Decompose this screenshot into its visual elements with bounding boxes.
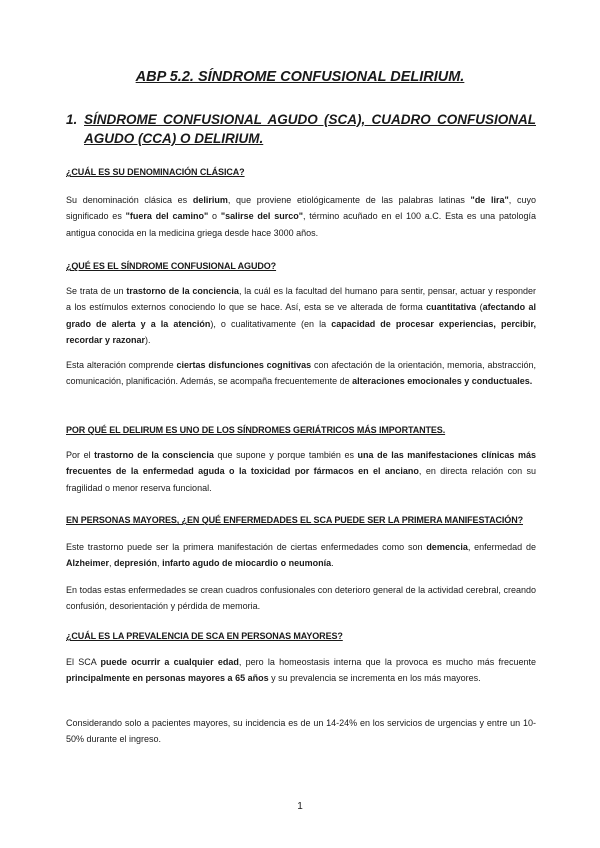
subheading-enfermedades: EN PERSONAS MAYORES, ¿EN QUÉ ENFERMEDADES EL SCA PUEDE SER LA PRIMERA MANIFESTACIÓN? bbox=[66, 515, 523, 525]
document-title: ABP 5.2. SÍNDROME CONFUSIONAL DELIRIUM. bbox=[135, 69, 465, 85]
section-title: SÍNDROME CONFUSIONAL AGUDO (SCA), CUADRO CONFUSIONAL AGUDO (CCA) O DELIRIUM. bbox=[84, 112, 536, 146]
paragraph-prevalencia: El SCA puede ocurrir a cualquier edad, pero la homeostasis interna que la provoca es mucho más frecuente principalmente en personas mayores a 65 años y su prevalencia se incrementa en los más mayores. bbox=[66, 657, 537, 684]
paragraph-alteracion: Esta alteración comprende ciertas disfunciones cognitivas con afectación de la orientación, memoria, abstracción, comunicación, planificación. Además, se acompaña frecuentemente de alteraciones emocionales y conductuales. bbox=[66, 360, 537, 387]
section-number: 1. bbox=[66, 112, 78, 127]
paragraph-enfermedades: Este trastorno puede ser la primera manifestación de ciertas enfermedades como son demencia, enfermedad de Alzheimer, depresión, infarto agudo de miocardio o neumonía. bbox=[66, 542, 536, 569]
paragraph-definicion: Se trata de un trastorno de la conciencia, la cuál es la facultad del humano para sentir, pensar, actuar y responder a los estímulos externos conociendo lo que se hace. Así, esta se ve alterada de forma cuantitativa (afectando al grado de alerta y a la atención), o cualitativamente (en la capacidad de procesar experiencias, percibir, recordar y razonar). bbox=[66, 286, 537, 345]
page-number: 1 bbox=[297, 801, 303, 812]
subheading-prevalencia: ¿CUÁL ES LA PREVALENCIA DE SCA EN PERSONAS MAYORES? bbox=[66, 631, 343, 641]
subheading-que-es: ¿QUÉ ES EL SÍNDROME CONFUSIONAL AGUDO? bbox=[66, 261, 277, 271]
paragraph-importancia: Por el trastorno de la consciencia que supone y porque también es una de las manifestaciones clínicas más frecuentes de la enfermedad aguda o la toxicidad por fármacos en el anciano, en directa relación con su fragilidad o menor reserva funcional. bbox=[66, 450, 536, 493]
paragraph-denominacion: Su denominación clásica es delirium, que proviene etiológicamente de las palabras latinas "de lira", cuyo significado es "fuera del camino" o "salirse del surco", término acuñado en el 100 a.C. Esta es una patología antigua conocida en la medicina griega desde hace 3000 años. bbox=[66, 195, 537, 238]
subheading-importancia: POR QUÉ EL DELIRUM ES UNO DE LOS SÍNDROMES GERIÁTRICOS MÁS IMPORTANTES. bbox=[66, 425, 446, 435]
subheading-denominacion: ¿CUÁL ES SU DENOMINACIÓN CLÁSICA? bbox=[66, 167, 245, 177]
paragraph-cuadros: En todas estas enfermedades se crean cuadros confusionales con deterioro general de la actividad cerebral, creando confusión, desorientación y pérdida de memoria. bbox=[66, 585, 536, 612]
paragraph-incidencia: Considerando solo a pacientes mayores, su incidencia es de un 14-24% en los servicios de urgencias y entre un 10-50% durante el ingreso. bbox=[66, 718, 536, 745]
section-heading bbox=[66, 110, 536, 148]
